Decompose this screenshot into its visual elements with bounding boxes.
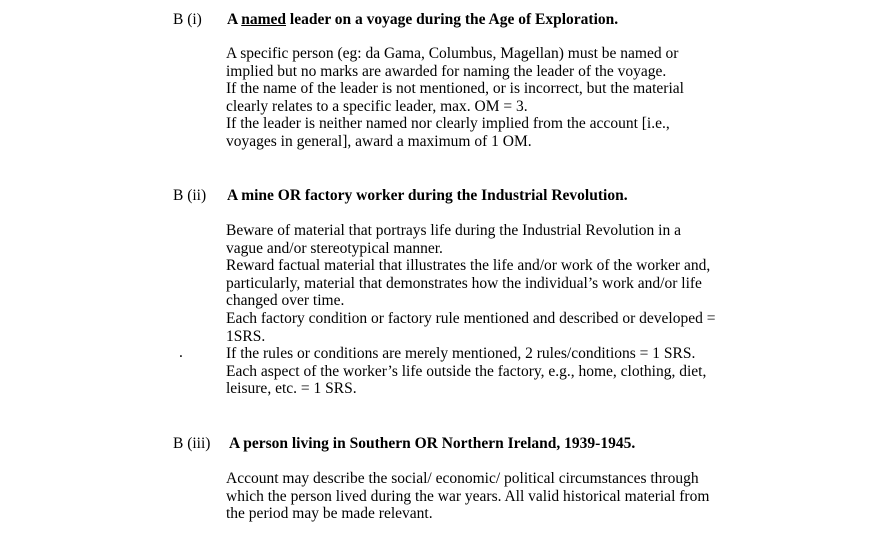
margin-mark: .: [179, 344, 183, 361]
section-heading-b-i: [173, 11, 618, 29]
section-title: A named leader on a voyage during the Age of Exploration.: [227, 11, 619, 28]
body-line: 1SRS.: [226, 327, 266, 345]
body-line: changed over time.: [226, 292, 345, 310]
body-line: implied but no marks are awarded for naming the leader of the voyage.: [226, 62, 667, 80]
section-label: B (ii): [173, 187, 207, 204]
section-title: A mine OR factory worker during the Industrial Revolution.: [227, 187, 628, 204]
body-line: Reward factual material that illustrates the life and/or work of the worker and,: [226, 257, 711, 275]
body-line: If the leader is neither named nor clearly implied from the account [i.e.,: [226, 115, 670, 133]
section-label: B (iii): [173, 435, 211, 452]
body-line: voyages in general], award a maximum of 1 OM.: [226, 132, 532, 150]
body-line: leisure, etc. = 1 SRS.: [226, 380, 357, 398]
section-body-b-ii: [226, 222, 746, 398]
section-body-b-iii: [226, 470, 746, 523]
body-line: Each factory condition or factory rule mentioned and described or developed =: [226, 309, 716, 327]
emphasis-underlined: named: [241, 11, 287, 28]
body-line: which the person lived during the war years. All valid historical material from: [226, 487, 710, 505]
body-line: If the rules or conditions are merely mentioned, 2 rules/conditions = 1 SRS.: [226, 345, 696, 363]
body-line: particularly, material that demonstrates how the individual’s work and/or life: [226, 274, 702, 292]
body-line: Beware of material that portrays life during the Industrial Revolution in a: [226, 222, 681, 239]
section-title: A person living in Southern OR Northern Ireland, 1939-1945.: [229, 435, 636, 452]
body-line: Account may describe the social/ economic/ political circumstances through: [226, 470, 699, 487]
body-line: vague and/or stereotypical manner.: [226, 239, 443, 257]
body-line: If the name of the leader is not mentioned, or is incorrect, but the material: [226, 80, 684, 98]
section-heading-b-ii: [173, 187, 628, 205]
section-body-b-i: [226, 45, 746, 151]
body-line: the period may be made relevant.: [226, 505, 433, 523]
body-line: clearly relates to a specific leader, max. OM = 3.: [226, 97, 528, 115]
body-line: Each aspect of the worker’s life outside the factory, e.g., home, clothing, diet,: [226, 362, 707, 380]
section-label: B (i): [173, 11, 202, 28]
section-heading-b-iii: [173, 435, 635, 453]
body-line: A specific person (eg: da Gama, Columbus, Magellan) must be named or: [226, 45, 679, 62]
